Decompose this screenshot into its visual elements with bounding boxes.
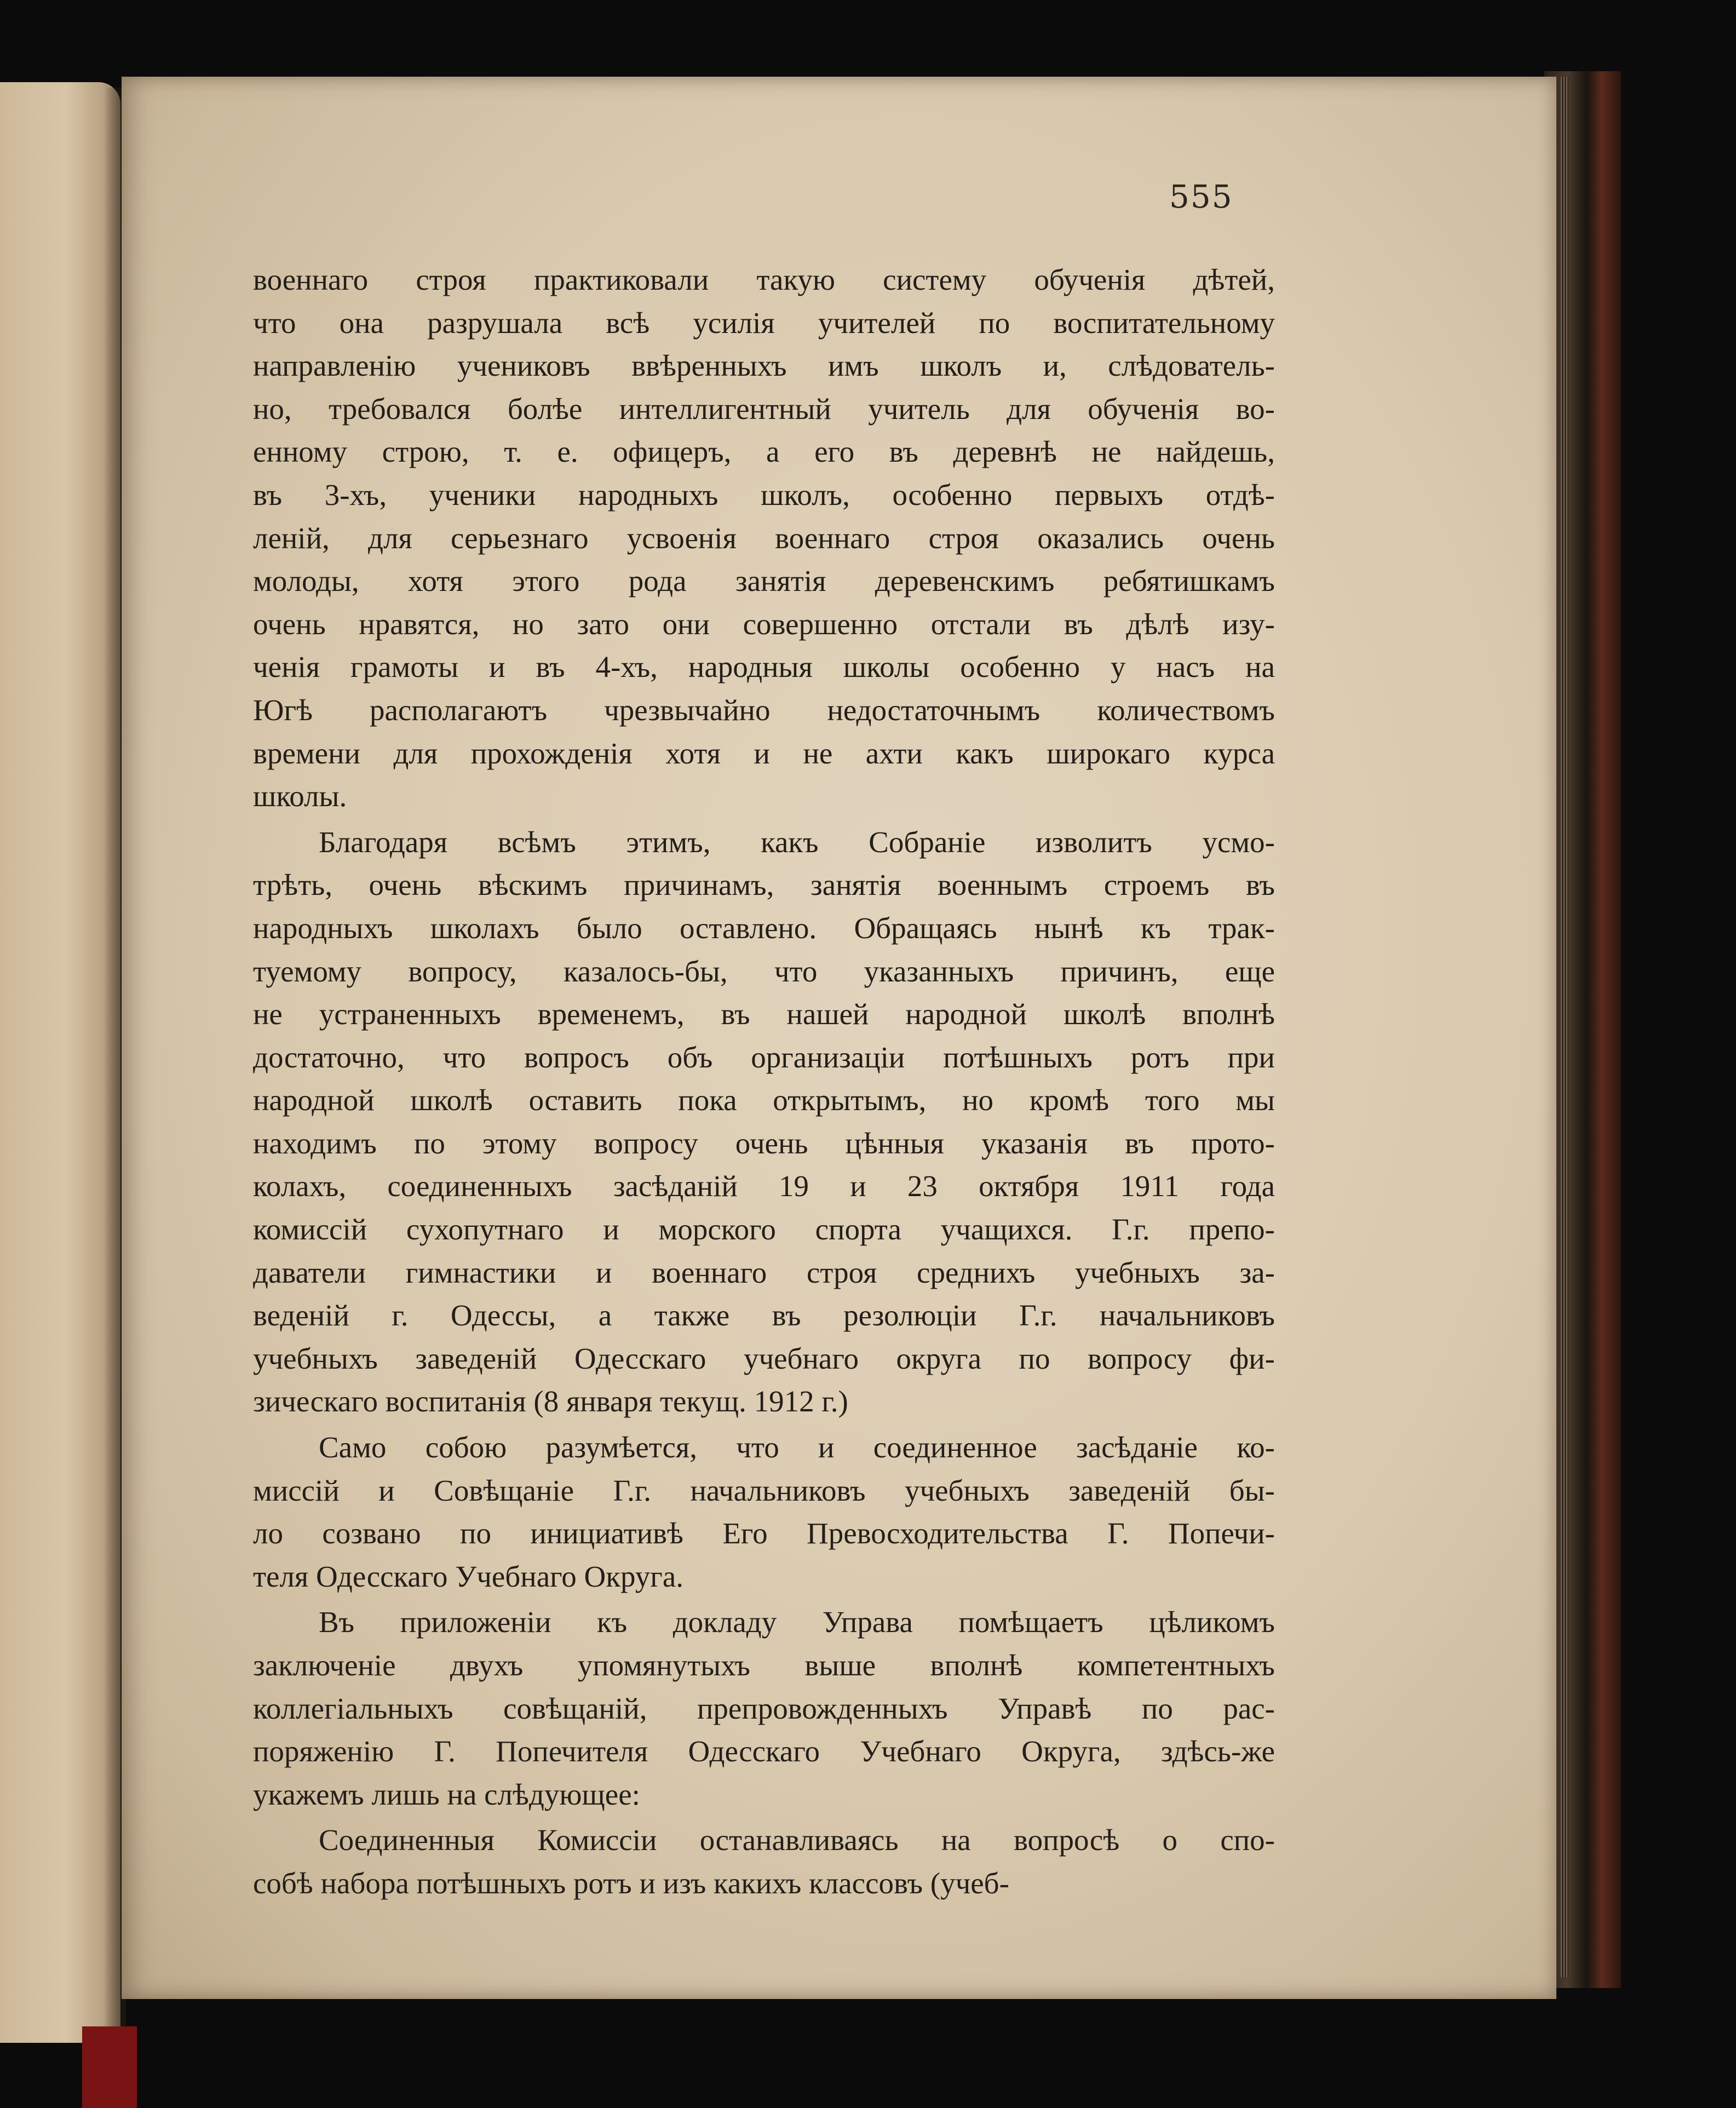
paragraph <box>253 1426 1275 1598</box>
page-stack-edge <box>1561 77 1568 1977</box>
text-line: зическаго воспитанія (8 января текущ. 1912 г.) <box>253 1385 848 1418</box>
text-line: комиссій сухопутнаго и морского спорта учащихся. Г.г. препо- <box>253 1213 1275 1247</box>
text-line: въ 3-хъ, ученики народныхъ школъ, особенно первыхъ отдѣ- <box>253 478 1275 512</box>
paragraph <box>253 821 1275 1423</box>
text-line: народныхъ школахъ было оставлено. Обращаясь нынѣ къ трак- <box>253 911 1275 945</box>
text-line: времени для прохожденія хотя и не ахти какъ широкаго курса <box>253 736 1275 770</box>
text-line: Благодаря всѣмъ этимъ, какъ Собраніе изволитъ усмо- <box>319 825 1275 859</box>
text-line: но, требовался болѣе интеллигентный учитель для обученія во- <box>253 392 1275 426</box>
text-line: очень нравятся, но зато они совершенно отстали въ дѣлѣ изу- <box>253 607 1275 641</box>
page-number: 555 <box>1169 178 1233 215</box>
paragraph <box>253 259 1275 818</box>
paragraph <box>253 1601 1275 1816</box>
text-line: Въ приложеніи къ докладу Управа помѣщаетъ цѣликомъ <box>319 1605 1275 1639</box>
text-line: собѣ набора потѣшныхъ ротъ и изъ какихъ классовъ (учеб- <box>253 1866 1009 1900</box>
text-line: народной школѣ оставить пока открытымъ, но кромѣ того мы <box>253 1083 1275 1117</box>
text-line: теля Одесскаго Учебнаго Округа. <box>253 1559 683 1593</box>
text-line: укажемъ лишь на слѣдующее: <box>253 1777 640 1811</box>
previous-page-edge <box>0 82 120 2043</box>
paragraph <box>253 1819 1275 1905</box>
text-line: енному строю, т. е. офицеръ, а его въ деревнѣ не найдешь, <box>253 435 1275 469</box>
text-line: Соединенныя Комиссіи останавливаясь на вопросѣ о спо- <box>319 1823 1275 1857</box>
text-line: коллегіальныхъ совѣщаній, препровожденныхъ Управѣ по рас- <box>253 1691 1275 1725</box>
text-line: молоды, хотя этого рода занятія деревенскимъ ребятишкамъ <box>253 564 1275 598</box>
text-line: учебныхъ заведеній Одесскаго учебнаго округа по вопросу фи- <box>253 1341 1275 1375</box>
text-line: достаточно, что вопросъ объ организаціи потѣшныхъ ротъ при <box>253 1040 1275 1074</box>
text-line: поряженію Г. Попечителя Одесскаго Учебнаго Округа, здѣсь-же <box>253 1734 1275 1768</box>
text-line: заключеніе двухъ упомянутыхъ выше вполнѣ компетентныхъ <box>253 1649 1275 1682</box>
text-line: направленію учениковъ ввѣренныхъ имъ школъ и, слѣдователь- <box>253 349 1275 383</box>
text-line: Югѣ располагаютъ чрезвычайно недостаточнымъ количествомъ <box>253 693 1275 727</box>
text-line: военнаго строя практиковали такую систему обученія дѣтей, <box>253 263 1275 296</box>
text-line: миссій и Совѣщаніе Г.г. начальниковъ учебныхъ заведеній бы- <box>253 1473 1275 1507</box>
text-line: ченія грамоты и въ 4-хъ, народныя школы особенно у насъ на <box>253 650 1275 684</box>
text-line: школы. <box>253 779 347 813</box>
text-line: трѣть, очень вѣскимъ причинамъ, занятія военнымъ строемъ въ <box>253 868 1275 902</box>
text-line: леній, для серьезнаго усвоенія военнаго строя оказались очень <box>253 521 1275 555</box>
text-line: даватели гимнастики и военнаго строя среднихъ учебныхъ за- <box>253 1255 1275 1289</box>
text-line: туемому вопросу, казалось-бы, что указанныхъ причинъ, еще <box>253 954 1275 988</box>
book-cover-corner <box>82 2026 137 2108</box>
text-line: веденій г. Одессы, а также въ резолюціи Г.г. начальниковъ <box>253 1299 1275 1332</box>
text-line: не устраненныхъ временемъ, въ нашей народной школѣ вполнѣ <box>253 997 1275 1031</box>
text-line: ло созвано по инициативѣ Его Превосходительства Г. Попечи- <box>253 1517 1275 1550</box>
text-line: что она разрушала всѣ усилія учителей по воспитательному <box>253 306 1275 340</box>
text-line: находимъ по этому вопросу очень цѣнныя указанія въ прото- <box>253 1126 1275 1160</box>
text-line: колахъ, соединенныхъ засѣданій 19 и 23 октября 1911 года <box>253 1169 1275 1203</box>
body-text <box>253 259 1275 1905</box>
text-line: Само собою разумѣется, что и соединенное засѣданіе ко- <box>319 1431 1275 1464</box>
